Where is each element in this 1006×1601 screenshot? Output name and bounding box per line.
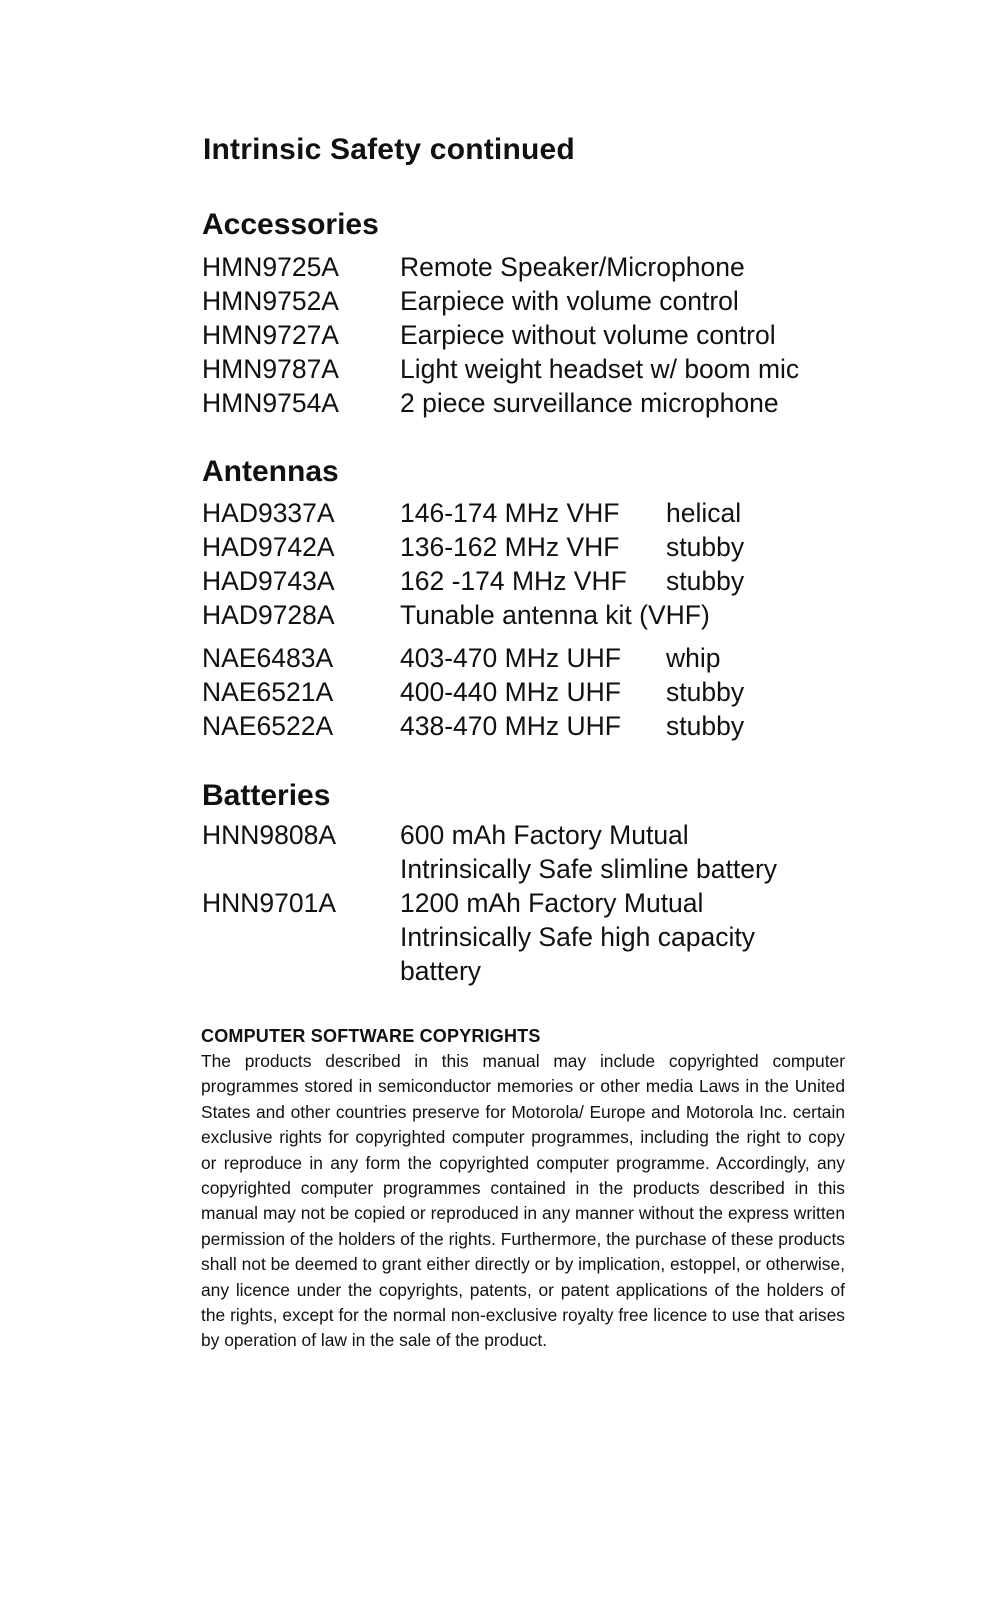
antenna-type: whip [666, 643, 721, 673]
antenna-row [202, 564, 902, 598]
battery-row [202, 818, 902, 886]
part-description: Earpiece with volume control [400, 286, 739, 316]
part-code: HNN9701A [202, 888, 337, 918]
batteries-list [202, 818, 902, 988]
antenna-type: stubby [666, 711, 745, 741]
part-description: 162 -174 MHz VHF [400, 566, 627, 596]
part-code: HAD9728A [202, 600, 335, 630]
accessory-row [202, 318, 902, 352]
antenna-row [202, 598, 902, 632]
part-description: Earpiece without volume control [400, 320, 776, 350]
part-description: 400-440 MHz UHF [400, 677, 621, 707]
part-description: 136-162 MHz VHF [400, 532, 620, 562]
accessories-heading: Accessories [202, 208, 379, 241]
part-description: 146-174 MHz VHF [400, 498, 620, 528]
accessory-row [202, 284, 902, 318]
antennas-uhf-list [202, 641, 902, 743]
accessory-row [202, 352, 902, 386]
copyright-heading: COMPUTER SOFTWARE COPYRIGHTS [201, 1026, 541, 1046]
part-code: HNN9808A [202, 820, 337, 850]
antenna-row [202, 709, 902, 743]
antenna-row [202, 641, 902, 675]
antenna-type: stubby [666, 532, 745, 562]
part-description: 1200 mAh Factory Mutual Intrinsically Safe high capacity battery [400, 888, 755, 986]
antenna-type: helical [666, 498, 742, 528]
part-description: Tunable antenna kit (VHF) [400, 600, 710, 630]
part-description: 600 mAh Factory Mutual Intrinsically Safe slimline battery [400, 820, 778, 884]
antenna-type: stubby [666, 677, 745, 707]
antenna-type: stubby [666, 566, 745, 596]
part-code: HMN9725A [202, 252, 339, 282]
antenna-row [202, 675, 902, 709]
part-description: 403-470 MHz UHF [400, 643, 621, 673]
part-code: HAD9742A [202, 532, 335, 562]
part-description: Remote Speaker/Microphone [400, 252, 745, 282]
antennas-vhf-list [202, 496, 902, 632]
part-code: HMN9787A [202, 354, 339, 384]
part-code: HAD9337A [202, 498, 335, 528]
accessories-list [202, 250, 902, 420]
batteries-heading: Batteries [202, 779, 331, 812]
part-code: NAE6521A [202, 677, 334, 707]
copyright-body: The products described in this manual may include copyrighted computer programmes stored in semiconductor memories or other media Laws in the United States and other countries preserve for Motorola/ Europe and Motorola Inc. certain exclusive rights for copyrighted computer programmes, including the right to copy or reproduce in any form the copyrighted computer programme. Accordingly, any copyrighted computer programmes contained in the products described in this manual may not be copied or reproduced in any manner without the express written permission of the holders of the rights. Furthermore, the purchase of these products shall not be deemed to grant either directly or by implication, estoppel, or otherwise, any licence under the copyrights, patents, or patent applications of the holders of the rights, except for the normal non-exclusive royalty free licence to use that arises by operation of law in the sale of the product. [201, 1051, 845, 1351]
antenna-row [202, 530, 902, 564]
part-code: NAE6522A [202, 711, 334, 741]
page-title: Intrinsic Safety continued [203, 133, 575, 166]
copyright-section [201, 1026, 845, 1354]
part-description: Light weight headset w/ boom mic [400, 354, 800, 384]
part-code: HAD9743A [202, 566, 335, 596]
part-description: 2 piece surveillance microphone [400, 388, 779, 418]
accessory-row [202, 386, 902, 420]
antennas-heading: Antennas [202, 455, 339, 488]
part-description: 438-470 MHz UHF [400, 711, 621, 741]
battery-row [202, 886, 902, 988]
part-code: HMN9727A [202, 320, 339, 350]
part-code: HMN9752A [202, 286, 339, 316]
accessory-row [202, 250, 902, 284]
part-code: HMN9754A [202, 388, 339, 418]
part-code: NAE6483A [202, 643, 334, 673]
antenna-row [202, 496, 902, 530]
